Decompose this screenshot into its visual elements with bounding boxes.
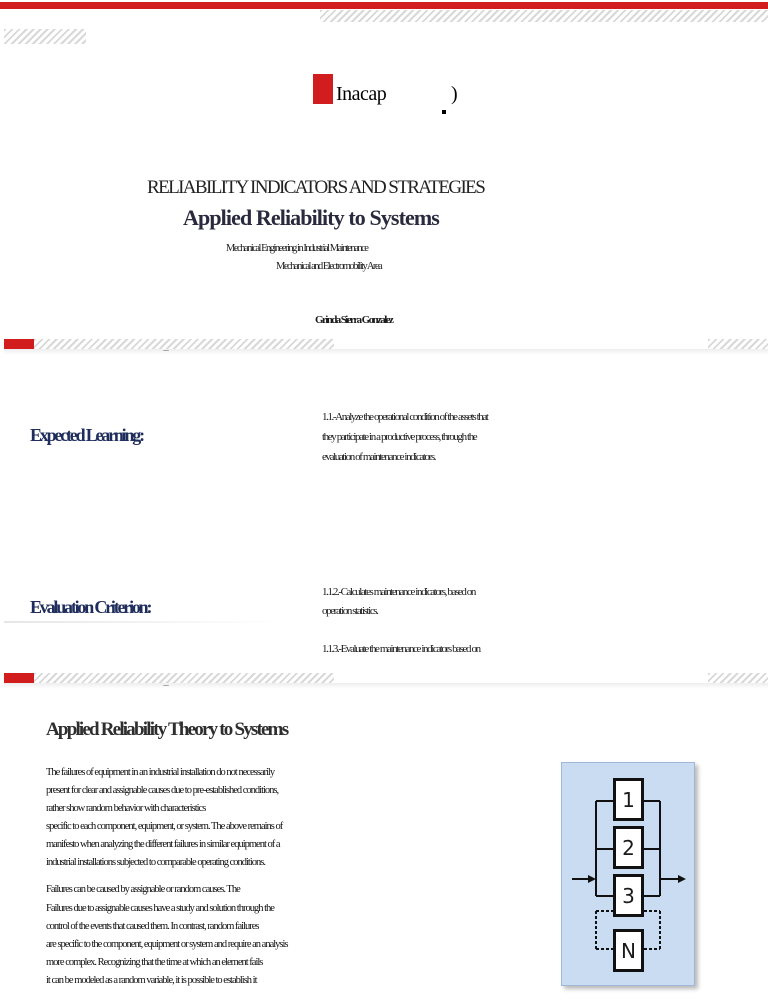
para2-line-3: control of the events that caused them. In contrast, random failures — [46, 921, 259, 932]
diagram-block-n: N — [613, 929, 644, 972]
para2-line-2: Failures due to assignable causes have a study and solution through the — [46, 903, 274, 914]
divider2-stripe-right — [708, 673, 768, 683]
evaluation-criterion-heading: Evaluation Criterion: — [30, 597, 151, 617]
expected-line-2: they participate in a productive process, through the — [322, 431, 477, 443]
logo-text: Inacap — [336, 83, 387, 105]
criterion-line-1: 1.1.2.-Calculates maintenance indicators, based on — [322, 586, 475, 598]
expected-line-3: evaluation of maintenance indicators. — [322, 451, 436, 463]
divider1-stripe-right — [708, 339, 768, 349]
divider2-red — [4, 673, 34, 683]
slide1-title: Applied Reliability to Systems — [183, 205, 439, 230]
slide1-subtitle2: Mechanical and Electromobility Area — [276, 261, 382, 272]
input-arrow-icon — [588, 875, 596, 883]
slide2-page-marker: ---- - — [163, 348, 168, 354]
logo-suffix: ) — [451, 83, 458, 105]
divider2-shadow — [4, 683, 768, 689]
para2-line-6: it can be modeled as a random variable, it is possible to establish it — [46, 975, 257, 986]
slide1-author: Grinda Sierra Gonzalez — [315, 314, 393, 326]
expected-learning-heading: Expected Learning: — [30, 425, 143, 445]
top-red-bar — [0, 2, 768, 9]
criterion-underline — [4, 621, 284, 623]
slide1-subtitle1: Mechanical Engineering in Industrial Maintenance — [226, 243, 368, 254]
divider2-stripe — [34, 673, 334, 683]
diagram-block-2: 2 — [613, 826, 644, 869]
para2-line-4: are specific to the component, equipment or system and require an analysis — [46, 939, 288, 950]
slide3-page-marker: ---- - — [163, 683, 168, 689]
slide1-heading: RELIABILITY INDICATORS AND STRATEGIES — [147, 177, 485, 198]
divider1-stripe — [34, 339, 334, 349]
logo — [313, 74, 463, 114]
parallel-system-diagram — [561, 762, 695, 986]
para1-line-5: manifesto when analyzing the different failures in similar equipment of a — [46, 839, 280, 850]
para1-line-1: The failures of equipment in an industrial installation do not necessarily — [46, 767, 275, 778]
expected-line-1: 1.1.-Analyze the operational condition of the assets that — [322, 411, 488, 423]
top-stripe — [320, 10, 768, 22]
logo-red-square — [313, 74, 333, 104]
tab-decoration — [4, 29, 86, 44]
para2-line-5: more complex. Recognizing that the time at which an element fails — [46, 957, 263, 968]
logo-mark — [442, 110, 446, 114]
para1-line-3: rather show random behavior with characteristics — [46, 803, 206, 814]
para1-line-4: specific to each component, equipment, or system. The above remains of — [46, 821, 283, 832]
slide3-title: Applied Reliability Theory to Systems — [46, 719, 288, 740]
para1-line-2: present for clear and assignable causes due to pre-established conditions, — [46, 785, 279, 796]
para1-line-6: industrial installations subjected to comparable operating conditions. — [46, 857, 265, 868]
diagram-block-1: 1 — [613, 778, 644, 821]
diagram-block-3: 3 — [613, 874, 644, 917]
criterion-line-2: operation statistics. — [322, 605, 378, 617]
criterion-line-3: 1.1.3.-Evaluate the maintenance indicators based on — [322, 643, 480, 655]
divider1-red — [4, 339, 34, 349]
para2-line-1: Failures can be caused by assignable or random causes. The — [46, 884, 240, 895]
output-arrow-icon — [678, 875, 686, 883]
divider1-shadow — [4, 349, 768, 355]
